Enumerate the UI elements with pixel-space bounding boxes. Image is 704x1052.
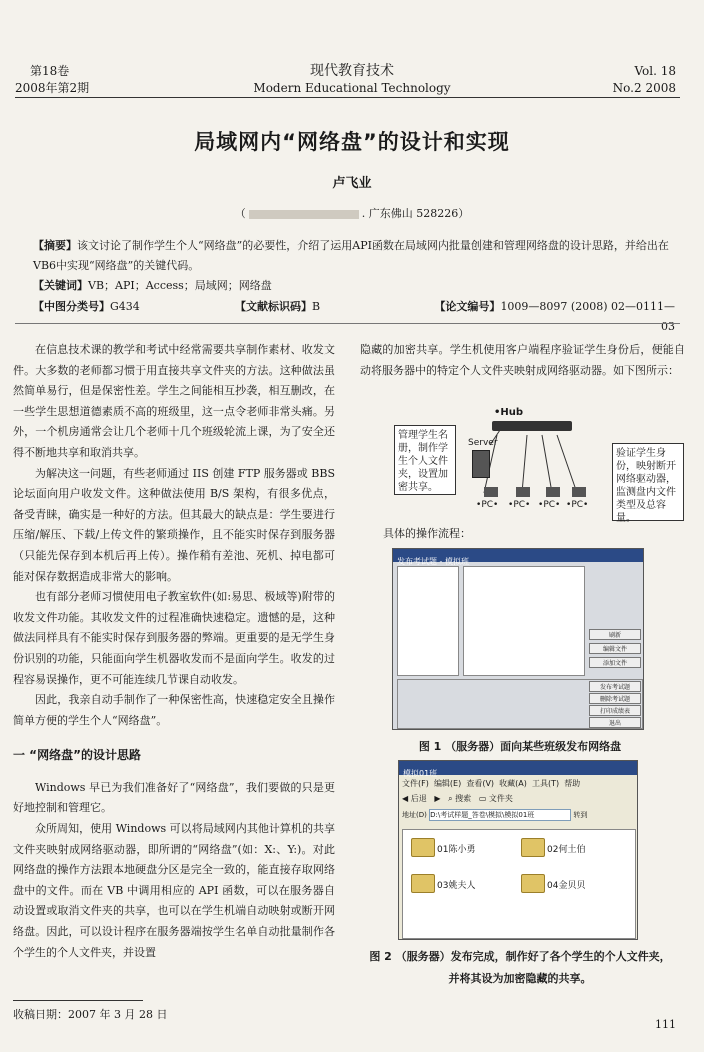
- server-icon: [472, 450, 490, 478]
- figure-2-window: [398, 760, 638, 940]
- pc-icon: [484, 487, 498, 497]
- journal-title-cn: 现代教育技术: [310, 63, 394, 79]
- paper-number: 【论文编号】1009—8097 (2008) 02—0111—03: [434, 300, 675, 333]
- flow-label: 具体的操作流程：: [383, 527, 471, 540]
- class-list: [397, 566, 459, 676]
- folder-icon: [521, 838, 545, 857]
- print-button: 打印成绩表: [589, 705, 641, 716]
- paragraph: 为解决这一问题，有些老师通过 IIS 创建 FTP 服务器或 BBS 论坛面向用户收发文件。这种做法使用 B/S 架构，有很多优点，备受青睐，确实是一种好的方法。但其最大的缺点是：学生要进行压缩/解压、下载/上传文件的繁琐操作，且不能实时保存到服务器（只能先保存到本机后再上传）。操作稍有差池、死机、掉电都可能对保存数据造成非常大的影响。: [13, 466, 335, 583]
- server-note-box: 管理学生名册，制作学生个人文件夹，设置加密共享。: [394, 425, 456, 495]
- figure-2-menubar: 文件(F) 编辑(E) 查看(V) 收藏(A) 工具(T) 帮助: [402, 779, 581, 788]
- folder-icon: [411, 838, 435, 857]
- paragraph: 隐藏的加密共享。学生机使用客户端程序验证学生身份后，便能自动将服务器中的特定个人文件夹映射成网络驱动器。如下图所示：: [360, 343, 685, 377]
- paragraph: 在信息技术课的教学和考试中经常需要共享制作素材、收发文件。大多数的老师都习惯于用直接共享文件夹的方法。这种做法虽然简单易行，但是保密性差。学生之间能相互抄袭，相互删改，在一些学生思想道德素质不高的班级里，这一点令老师非常头痛。另外，一个机房通常会让几个老师十几个班级轮流上课，为了安全还得不断地共享和取消共享。: [13, 343, 335, 459]
- affiliation: （ . 广东佛山 528226）: [234, 207, 470, 220]
- folder-label: 01陈小勇: [437, 845, 476, 855]
- header-issue-cn: 2008年第2期: [15, 81, 90, 95]
- figure-2-addressbar: 地址(D) D:\考试样题_答卷\模拟\模拟01班 转到: [402, 811, 588, 819]
- pc-icon: [546, 487, 560, 497]
- paragraph: 众所周知，使用 Windows 可以将局域网内其他计算机的共享文件夹映射成网络驱动器，即所谓的“网络盘”(如：X:、Y:)。对此网络盘的操作方法跟本地硬盘分区是完全一致的，能直接存取网络盘中的文件。而在 VB 中调用相应的 API 函数，可以在服务器自动设置或取消文件夹的共享，也可以在学生机端自动映射或断开网络盘。因此，可以设计程序在服务器端按学生名单自动批量制作各个学生的个人文件夹，并设置: [13, 822, 335, 959]
- search-icon: ⌕: [448, 794, 453, 803]
- pc-icon: [516, 487, 530, 497]
- folder-icon: ▭: [478, 794, 487, 803]
- edit-file-button: 编辑文件: [589, 643, 641, 654]
- client-note-box: 验证学生身份，映射断开网络驱动器，监测盘内文件类型及总容量。: [612, 443, 684, 521]
- pc-icon: [572, 487, 586, 497]
- figure-2-caption-line1: 图 2 （服务器）发布完成，制作好了各个学生的个人文件夹，: [369, 950, 671, 963]
- exit-button: 退出: [589, 717, 641, 728]
- footnote-rule: [13, 1000, 143, 1001]
- folder-label: 02何土伯: [547, 845, 586, 855]
- figure-1-titlebar: 发布考试题 - 模拟班: [393, 549, 643, 562]
- paragraph: 因此，我亲自动手制作了一种保密性高，快速稳定安全且操作简单方便的学生个人“网络盘”。: [13, 693, 335, 727]
- header-volume-en: Vol. 18: [634, 64, 676, 78]
- header-issue-en: No.2 2008: [612, 81, 676, 95]
- received-date: 收稿日期：2007 年 3 月 28 日: [13, 1008, 168, 1021]
- back-icon: ◀: [402, 794, 409, 803]
- keywords: 【关键词】VB；API；Access；局域网；网络盘: [33, 279, 272, 292]
- figure-1-caption: 图 1 （服务器）面向某些班级发布网络盘: [418, 740, 622, 753]
- article-title: 局域网内“网络盘”的设计和实现: [194, 130, 510, 154]
- figure-2-folder-view: [402, 829, 636, 939]
- delete-button: 删除考试题: [589, 693, 641, 704]
- journal-title-en: Modern Educational Technology: [253, 81, 451, 95]
- left-column: [13, 340, 335, 963]
- add-file-button: 添加文件: [589, 657, 641, 668]
- pc-label: •PC•: [538, 500, 561, 510]
- folder-label: 04金贝贝: [547, 881, 586, 891]
- header-volume-cn: 第18卷: [30, 64, 70, 78]
- document-code: 【文献标识码】B: [235, 300, 321, 313]
- pc-label: •PC•: [476, 500, 499, 510]
- section-heading: 一 “网络盘”的设计思路: [13, 748, 141, 763]
- folder-icon: [411, 874, 435, 893]
- abstract-rule: [15, 323, 680, 324]
- hub-icon: [492, 421, 572, 431]
- figure-2-toolbar: ◀ 后退 ▶ ⌕ 搜索 ▭ 文件夹: [402, 794, 513, 803]
- folder-icon: [521, 874, 545, 893]
- folder-label: 03姚夫人: [437, 881, 476, 891]
- server-label: Server: [468, 438, 498, 448]
- author: 卢飞业: [332, 176, 372, 191]
- pc-label: •PC•: [508, 500, 531, 510]
- figure-1-window: [392, 548, 644, 730]
- abstract: 【摘要】该文讨论了制作学生个人“网络盘”的必要性，介绍了运用API函数在局域网内批量创建和管理网络盘的设计思路，并给出在VB6中实现“网络盘”的关键代码。: [33, 239, 669, 272]
- forward-icon: ▶: [434, 794, 441, 803]
- paragraph: 也有部分老师习惯使用电子教室软件(如:易思、极域等)附带的收发文件功能。其收发文件的过程准确快速稳定。遗憾的是，这种做法同样具有不能实时保存到服务器的弊端。更重要的是无学生身份识别的功能，只能面向学生机器收发而不是面向学生。收发的过程容易误操作，更不可能连续几节课自动收发。: [13, 590, 335, 686]
- right-column: [360, 340, 685, 381]
- hub-label: •Hub: [494, 407, 524, 418]
- figure-2-titlebar: 模拟01班: [399, 761, 637, 775]
- network-diagram: [372, 405, 687, 524]
- publish-button: 发布考试题: [589, 681, 641, 692]
- paragraph: Windows 早已为我们准备好了“网络盘”，我们要做的只是更好地控制和管理它。: [13, 780, 335, 815]
- page-number: 111: [655, 1018, 676, 1031]
- classification: 【中图分类号】G434: [33, 300, 140, 313]
- pc-label: •PC•: [566, 500, 589, 510]
- figure-2-caption-line2: 并将其设为加密隐藏的共享。: [448, 972, 592, 985]
- redacted-affiliation: [249, 210, 359, 219]
- refresh-button: 刷新: [589, 629, 641, 640]
- header-rule: [15, 97, 680, 98]
- file-list: [463, 566, 585, 676]
